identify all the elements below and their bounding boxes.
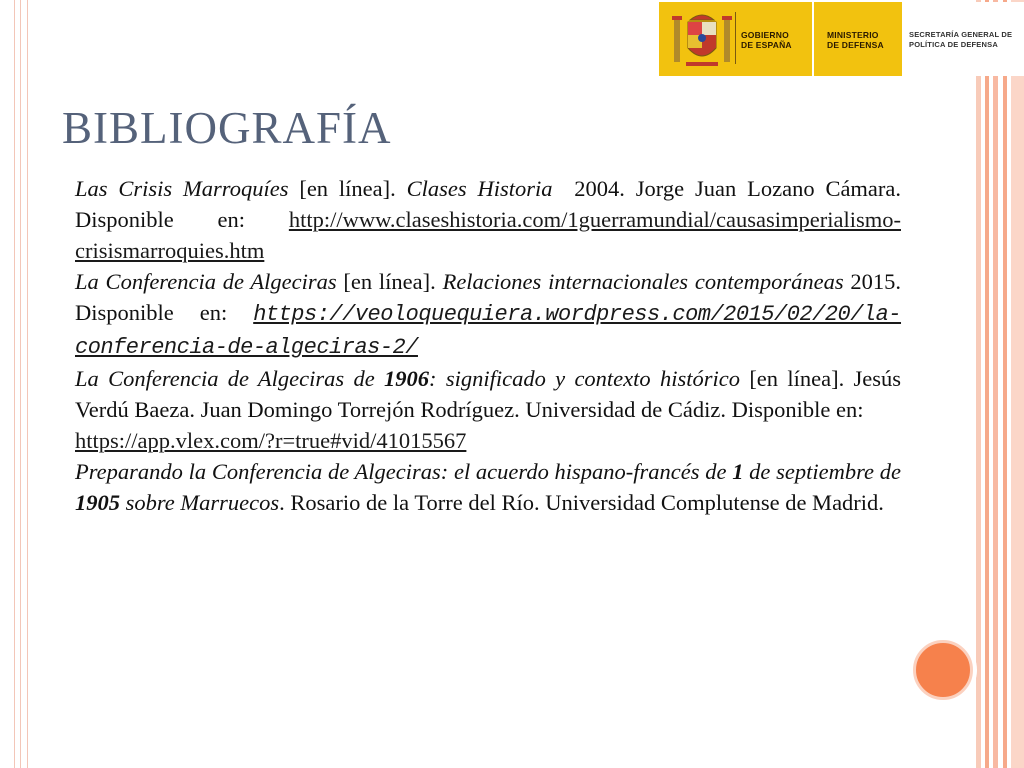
ref3-link[interactable]: https://app.vlex.com/?r=true#vid/41015567 — [75, 428, 467, 453]
left-line-1 — [14, 0, 15, 768]
left-line-3 — [27, 0, 28, 768]
ref2-link[interactable]: https://veoloquequiera.wordpress.com/2015/02/20/la-conferencia-de-algeciras-2/ — [75, 302, 902, 360]
ref3-rest: [en línea]. Jesús Verdú Baeza. Juan Domingo Torrejón Rodríguez. Universidad de Cádiz. Disponible en: — [75, 366, 902, 422]
ref2-source: Relaciones internacionales contemporáneas — [442, 269, 844, 294]
ref4-title-b: de septiembre de — [743, 459, 901, 484]
ministerio-text — [827, 30, 884, 50]
ref1-available: Disponible en: — [75, 207, 246, 232]
ref3-title-b: : significado y contexto histórico — [429, 366, 740, 391]
ref1-title: Las Crisis Marroquíes — [75, 176, 289, 201]
gobierno-line2: DE ESPAÑA — [741, 40, 792, 50]
ref3-title-year: 1906 — [384, 366, 430, 391]
gobierno-divider — [735, 12, 736, 64]
ref1-medium: [en línea]. — [299, 176, 396, 201]
ref1-author: Jorge Juan Lozano Cámara. — [635, 176, 902, 201]
left-line-2 — [20, 0, 21, 768]
ref3-title-a: La Conferencia de Algeciras de — [75, 366, 385, 391]
right-stripe-4 — [1003, 0, 1007, 768]
ref1-source: Clases Historia — [406, 176, 553, 201]
reference-2 — [75, 266, 901, 363]
ref4-rest: . Rosario de la Torre del Río. Universidad Complutense de Madrid. — [279, 490, 884, 515]
spain-coat-of-arms-icon — [670, 8, 734, 72]
ref1-year: 2004. — [574, 176, 625, 201]
page-title: BIBLIOGRAFÍA — [62, 103, 392, 153]
secretaria-line2: POLÍTICA DE DEFENSA — [909, 40, 998, 49]
decorative-circle — [913, 640, 973, 700]
ref2-year-available: 2015. Disponible en: — [75, 269, 902, 325]
reference-1 — [75, 173, 901, 266]
right-stripe-1 — [976, 0, 981, 768]
ref2-title: La Conferencia de Algeciras — [75, 269, 337, 294]
secretaria-line1: SECRETARÍA GENERAL DE — [909, 30, 1013, 39]
reference-3 — [75, 363, 901, 456]
ref4-title-c: sobre Marruecos — [120, 490, 280, 515]
ref1-link[interactable]: http://www.claseshistoria.com/1guerramundial/causasimperialismo-crisismarroquies.htm — [75, 207, 901, 263]
gobierno-text — [741, 30, 792, 50]
secretaria-text — [909, 30, 1012, 50]
right-stripe-3 — [993, 0, 998, 768]
ministerio-line2: DE DEFENSA — [827, 40, 884, 50]
bibliography-list — [75, 173, 901, 518]
right-stripe-5 — [1011, 0, 1024, 768]
ref4-year: 1905 — [75, 490, 120, 515]
ministerio-line1: MINISTERIO — [827, 30, 879, 40]
ref4-day: 1 — [732, 459, 744, 484]
right-stripe-2 — [985, 0, 989, 768]
ref2-medium: [en línea]. — [343, 269, 436, 294]
gobierno-line1: GOBIERNO — [741, 30, 789, 40]
reference-4 — [75, 456, 901, 518]
ref4-title-a: Preparando la Conferencia de Algeciras: el acuerdo hispano-francés de — [75, 459, 733, 484]
